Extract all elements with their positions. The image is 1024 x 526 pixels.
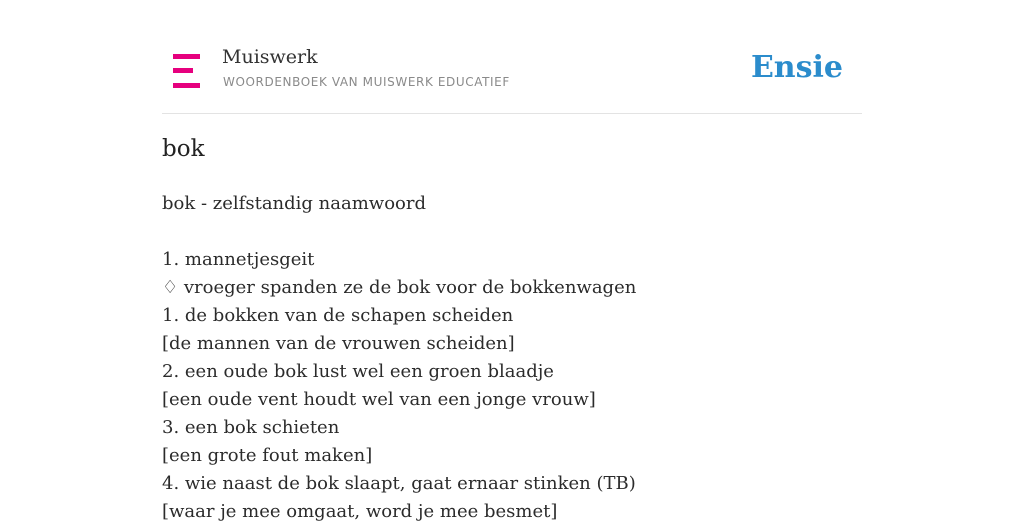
expression-meaning: [een grote fout maken] (162, 445, 373, 466)
page-container (162, 0, 862, 522)
definition-content (162, 190, 862, 526)
expression-line: 3. een bok schieten (162, 417, 340, 438)
spacer (162, 218, 862, 246)
definition-line: 1. mannetjesgeit (162, 249, 315, 270)
expression-meaning: [een oude vent houdt wel van een jonge vrouw] (162, 389, 596, 410)
example-line: ♢ vroeger spanden ze de bok voor de bokkenwagen (162, 277, 637, 298)
expression-meaning: [waar je mee omgaat, word je mee besmet] (162, 501, 558, 522)
logo-bar-bottom (173, 83, 200, 88)
site-header (162, 0, 862, 114)
expression-meaning: [de mannen van de vrouwen scheiden] (162, 333, 515, 354)
expression-line: 2. een oude bok lust wel een groen blaadje (162, 361, 554, 382)
logo-bar-top (173, 54, 200, 59)
brand-subtitle: WOORDENBOEK VAN MUISWERK EDUCATIEF (223, 75, 510, 89)
definition-header: bok - zelfstandig naamwoord (162, 193, 426, 214)
logo-bar-middle (173, 68, 193, 73)
expression-line: 4. wie naast de bok slaapt, gaat ernaar stinken (TB) (162, 473, 636, 494)
muiswerk-logo-icon[interactable] (173, 54, 200, 88)
expression-line: 1. de bokken van de schapen scheiden (162, 305, 514, 326)
page-title: bok (162, 136, 205, 162)
ensie-logo-link[interactable]: Ensie (750, 50, 843, 85)
brand-name[interactable]: Muiswerk (222, 46, 318, 68)
